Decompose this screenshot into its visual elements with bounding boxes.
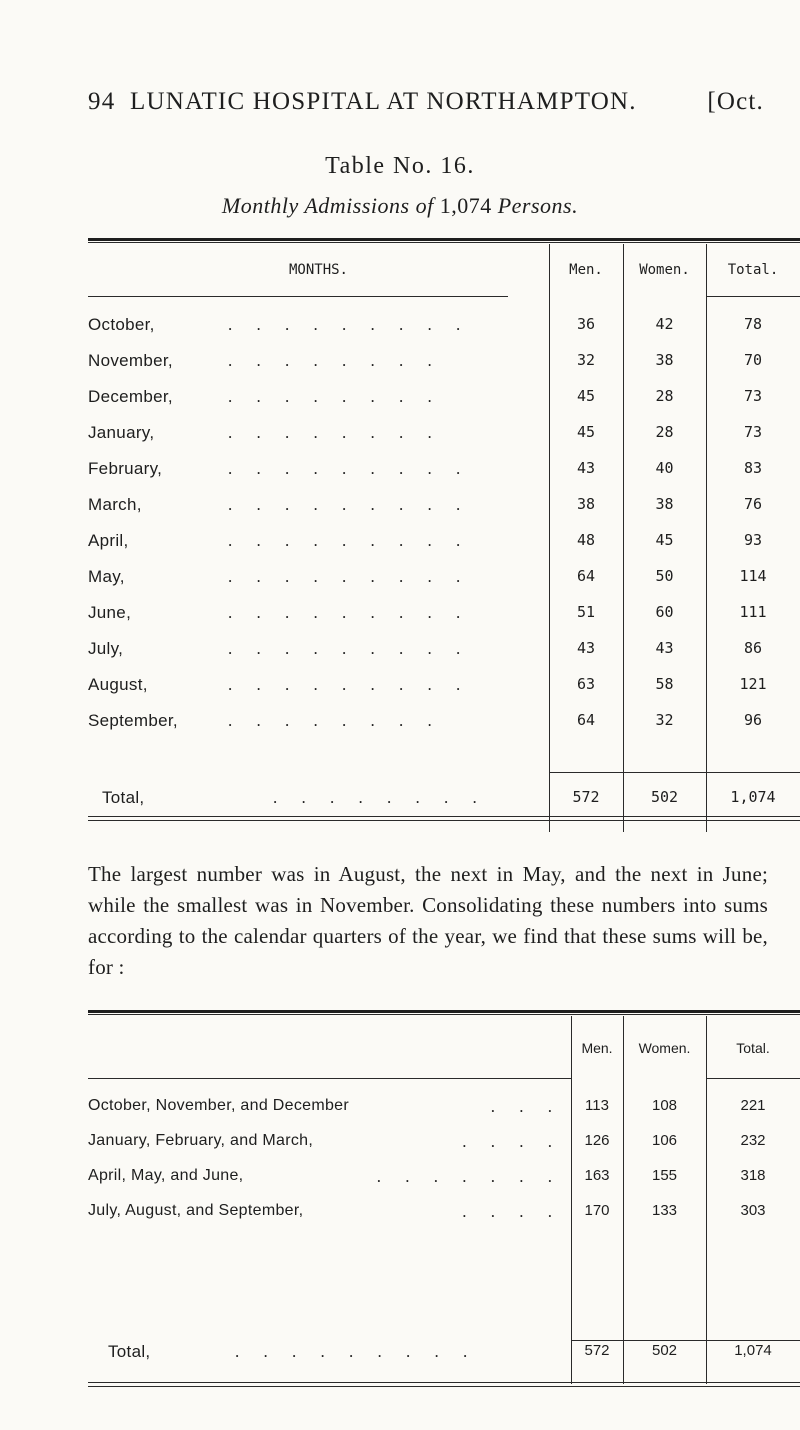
table-row	[0, 531, 800, 555]
header-total: Total.	[736, 1040, 770, 1056]
dot-leader: . . . . . . . . .	[228, 531, 471, 550]
table-number: Table No. 16.	[325, 153, 475, 179]
dot-leader: . . . . . . . . .	[228, 315, 471, 334]
table-row	[0, 567, 800, 591]
cell-men: 43	[576, 639, 596, 657]
row-label: November,	[88, 351, 173, 370]
row-label: Total,	[108, 1342, 151, 1361]
cell-men: 45	[576, 423, 596, 441]
table-row	[0, 1167, 800, 1191]
row-label: April,	[88, 531, 129, 550]
cell-women: 502	[650, 788, 679, 806]
dot-leader: . . . . . . . . .	[228, 603, 471, 622]
table-top-rule-inner	[88, 1014, 800, 1015]
cell-total: 114	[739, 567, 767, 585]
cell-women: 108	[651, 1097, 678, 1114]
total-overline	[571, 1340, 800, 1341]
table-row	[0, 711, 800, 735]
cell-total: 232	[740, 1132, 766, 1149]
table-row-total	[0, 788, 800, 812]
row-label: July, August, and September,	[88, 1202, 304, 1219]
row-label: February,	[88, 459, 163, 478]
cell-men: 126	[584, 1132, 610, 1149]
cell-women: 38	[655, 351, 674, 369]
column-divider	[623, 1016, 624, 1384]
table-bottom-rule-inner	[88, 1386, 800, 1387]
caption-italic-b: Persons.	[491, 193, 579, 218]
row-label: January, February, and March,	[88, 1132, 314, 1149]
row-label: Total,	[102, 788, 145, 807]
header-women: Women.	[638, 1040, 691, 1056]
dot-leader: . . . .	[462, 1132, 562, 1151]
table-bottom-rule	[88, 1382, 800, 1383]
dot-leader: . . . . . . . .	[228, 387, 442, 406]
page-number: 94	[88, 88, 116, 115]
cell-men: 163	[584, 1167, 610, 1184]
caption-number: 1,074	[439, 193, 492, 218]
cell-men: 63	[576, 675, 596, 693]
cell-men: 170	[584, 1202, 610, 1219]
running-header	[88, 88, 764, 128]
row-label: June,	[88, 603, 132, 622]
cell-men: 38	[576, 495, 596, 513]
table-top-rule-inner	[88, 242, 800, 243]
cell-women: 40	[655, 459, 674, 477]
body-paragraph: The largest number was in August, the next in May, and the next in June; while the smallest was in November. Consolidating these numbers into sums according to the calendar quarters of the year, we find that these sums will be, for :	[88, 862, 768, 979]
row-label: July,	[88, 639, 124, 658]
cell-women: 43	[655, 639, 674, 657]
dot-leader: . . . . . . . . .	[228, 639, 471, 658]
cell-women: 155	[651, 1167, 678, 1184]
cell-total: 93	[743, 531, 763, 549]
cell-men: 113	[585, 1097, 609, 1114]
dot-leader: . . . . . . . .	[228, 711, 442, 730]
row-label: May,	[88, 567, 125, 586]
dot-leader: . . .	[490, 1097, 562, 1116]
dot-leader: . . . . . . .	[376, 1167, 562, 1186]
cell-women: 38	[655, 495, 674, 513]
table-row	[0, 639, 800, 663]
running-title: LUNATIC HOSPITAL AT NORTHAMPTON.	[130, 88, 637, 115]
cell-total: 76	[743, 495, 763, 513]
row-label: March,	[88, 495, 142, 514]
table-row	[0, 387, 800, 411]
header-men: Men.	[581, 1040, 613, 1056]
total-overline	[549, 772, 800, 773]
cell-men: 64	[576, 567, 596, 585]
cell-women: 45	[655, 531, 674, 549]
header-underline	[88, 1078, 571, 1079]
cell-men: 36	[576, 315, 596, 333]
dot-leader: . . . . . . . .	[228, 423, 442, 442]
cell-men: 64	[576, 711, 596, 729]
cell-total: 318	[740, 1167, 766, 1184]
cell-men: 51	[576, 603, 596, 621]
table-row	[0, 351, 800, 375]
row-label: October, November, and December	[88, 1097, 349, 1114]
dot-leader: . . . . . . . . .	[228, 495, 471, 514]
table-row	[0, 315, 800, 339]
header-total: Total.	[727, 262, 779, 278]
table-row	[0, 1132, 800, 1156]
table-caption	[0, 193, 800, 219]
cell-men: 32	[576, 351, 596, 369]
cell-total: 78	[743, 315, 763, 333]
row-label: August,	[88, 675, 148, 694]
date-stub: [Oct.	[707, 88, 764, 115]
table-row	[0, 423, 800, 447]
dot-leader: . . . . . . . . .	[228, 567, 471, 586]
cell-total: 1,074	[734, 1342, 772, 1359]
dot-leader: . . . . . . . .	[273, 788, 487, 807]
cell-total: 303	[740, 1202, 766, 1219]
table-bottom-rule	[88, 816, 800, 817]
cell-women: 502	[651, 1342, 678, 1359]
cell-men: 45	[576, 387, 596, 405]
row-label: October,	[88, 315, 155, 334]
header-months: MONTHS.	[288, 262, 348, 278]
column-divider	[571, 1016, 572, 1384]
table-row	[0, 603, 800, 627]
dot-leader: . . . . . . . . .	[228, 675, 471, 694]
cell-total: 73	[743, 423, 763, 441]
cell-women: 42	[655, 315, 674, 333]
cell-women: 133	[651, 1202, 678, 1219]
table-row	[0, 459, 800, 483]
header-women: Women.	[639, 262, 690, 278]
cell-total: 86	[743, 639, 763, 657]
table-row	[0, 1097, 800, 1121]
dot-leader: . . . .	[462, 1202, 562, 1221]
cell-total: 221	[740, 1097, 766, 1114]
cell-women: 106	[651, 1132, 678, 1149]
cell-total: 111	[739, 603, 767, 621]
dot-leader: . . . . . . . .	[228, 351, 442, 370]
header-men: Men.	[569, 262, 603, 278]
cell-total: 1,074	[730, 788, 776, 806]
cell-men: 43	[576, 459, 596, 477]
table-bottom-rule-inner	[88, 820, 800, 821]
cell-women: 58	[655, 675, 674, 693]
cell-men: 572	[584, 1342, 610, 1359]
column-divider	[706, 1016, 707, 1384]
cell-total: 121	[739, 675, 767, 693]
table-row	[0, 675, 800, 699]
dot-leader: . . . . . . . . .	[235, 1342, 478, 1361]
cell-men: 572	[572, 788, 600, 806]
cell-women: 28	[655, 387, 674, 405]
cell-total: 83	[743, 459, 763, 477]
cell-total: 70	[743, 351, 763, 369]
cell-women: 32	[655, 711, 674, 729]
row-label: January,	[88, 423, 155, 442]
row-label: September,	[88, 711, 178, 730]
header-underline	[706, 1078, 800, 1079]
table-row	[0, 1202, 800, 1226]
row-label: April, May, and June,	[88, 1167, 244, 1184]
header-underline	[88, 296, 508, 297]
cell-women: 50	[655, 567, 674, 585]
row-label: December,	[88, 387, 173, 406]
header-underline	[706, 296, 800, 297]
cell-men: 48	[576, 531, 596, 549]
table-row	[0, 495, 800, 519]
dot-leader: . . . . . . . . .	[228, 459, 471, 478]
cell-women: 60	[655, 603, 674, 621]
cell-total: 96	[743, 711, 763, 729]
table-top-rule	[88, 1010, 800, 1013]
caption-italic-a: Monthly Admissions of	[221, 193, 440, 218]
table-top-rule	[88, 238, 800, 241]
table-row-total	[0, 1342, 800, 1366]
cell-total: 73	[743, 387, 763, 405]
cell-women: 28	[655, 423, 674, 441]
